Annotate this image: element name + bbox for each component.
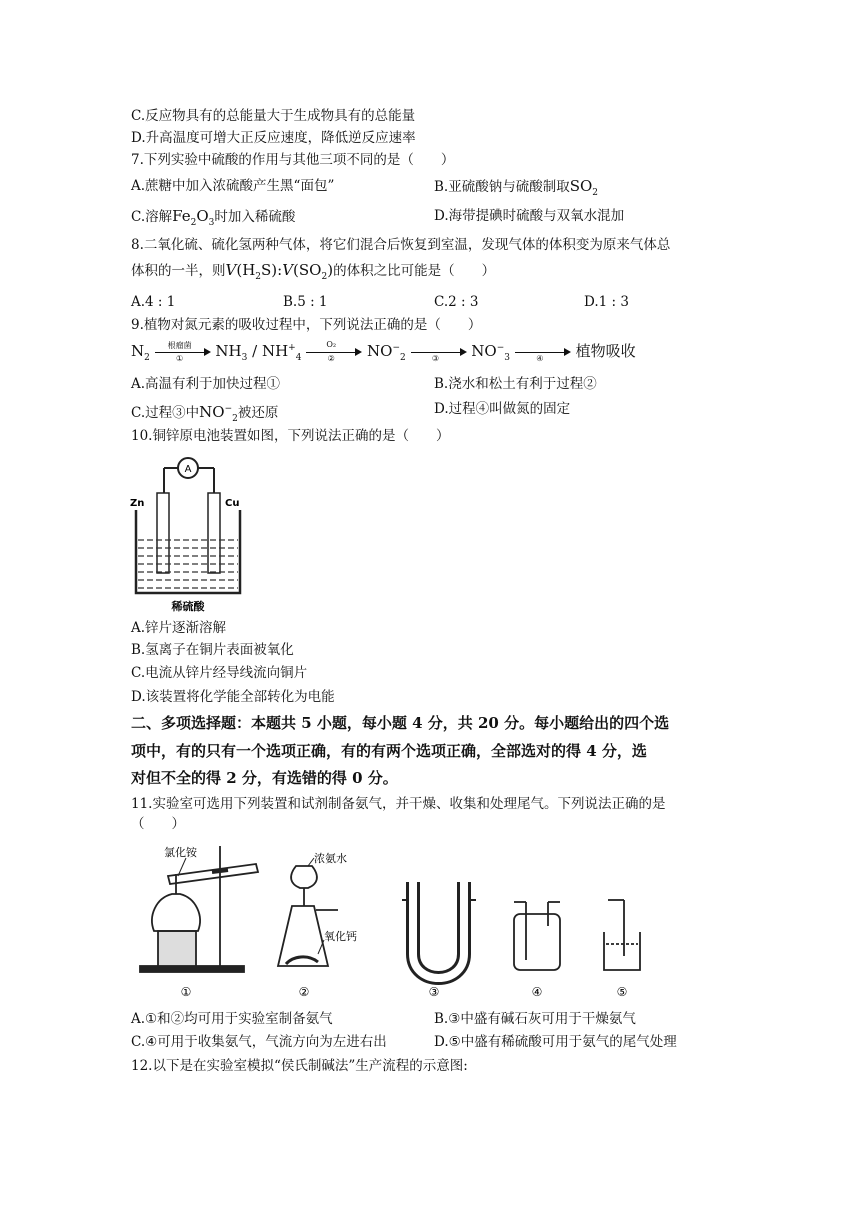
apparatus-2-number: ② bbox=[298, 985, 310, 999]
question-9: 9.植物对氮元素的吸收过程中，下列说法正确的是（ ） bbox=[131, 317, 482, 333]
arrow-step-4: ④ bbox=[515, 343, 571, 361]
ammonia-apparatus-figure bbox=[128, 836, 668, 1006]
question-8-line2: 体积的一半，则$V(H_2S):V(SO_2)$的体积之比可能是（ ） bbox=[131, 261, 496, 282]
nitrogen-flow-equation: $N_2$ 根瘤菌 ① $NH_3 / NH^+_4$ O₂ ② $NO^-_2$ ③ $NO^-_3$ ④ 植物吸收 bbox=[131, 340, 636, 363]
question-8-line1: 8.二氧化硫、硫化氢两种气体，将它们混合后恢复到室温，发现气体的体积变为原来气体总 bbox=[131, 237, 671, 253]
option-6d: D.升高温度可增大正反应速度，降低逆反应速率 bbox=[131, 130, 416, 146]
option-11d: D.⑤中盛有稀硫酸可用于氨气的尾气处理 bbox=[434, 1034, 677, 1050]
option-11a: A.①和②均可用于实验室制备氨气 bbox=[131, 1011, 333, 1027]
option-8c: C.2 : 3 bbox=[434, 294, 479, 310]
option-10d: D.该装置将化学能全部转化为电能 bbox=[131, 689, 335, 705]
apparatus-1-number: ① bbox=[180, 985, 192, 999]
apparatus-3-number: ③ bbox=[428, 985, 440, 999]
solution-label: 稀硫酸 bbox=[171, 600, 205, 613]
option-6c: C.反应物具有的总能量大于生成物具有的总能量 bbox=[131, 108, 416, 124]
apparatus-1 bbox=[140, 846, 258, 972]
section-2-heading-line1: 二、多项选择题：本题共 5 小题，每小题 4 分，共 20 分。每小题给出的四个选 bbox=[131, 714, 670, 732]
option-9c: C.过程③中$NO^-_2$被还原 bbox=[131, 403, 279, 424]
copper-electrode bbox=[208, 493, 220, 573]
option-7b: B.亚硫酸钠与硫酸制取$SO_2$ bbox=[434, 177, 599, 198]
question-7: 7.下列实验中硫酸的作用与其他三项不同的是（ ） bbox=[131, 152, 455, 168]
option-8b: B.5 : 1 bbox=[283, 294, 328, 310]
option-10c: C.电流从锌片经导线流向铜片 bbox=[131, 665, 308, 681]
option-8a: A.4 : 1 bbox=[131, 294, 176, 310]
zinc-electrode bbox=[157, 493, 169, 573]
arrow-step-3: ③ bbox=[411, 343, 467, 361]
question-10: 10.铜锌原电池装置如图，下列说法正确的是（ ） bbox=[131, 428, 450, 444]
option-7c: C.溶解$Fe_2O_3$时加入稀硫酸 bbox=[131, 207, 296, 228]
option-7d: D.海带提碘时硫酸与双氧水混加 bbox=[434, 208, 625, 224]
copper-label: Cu bbox=[225, 498, 240, 509]
apparatus-4-gas-bottle bbox=[514, 902, 560, 970]
apparatus-2 bbox=[278, 866, 338, 966]
option-7a: A.蔗糖中加入浓硫酸产生黑“面包” bbox=[131, 178, 335, 194]
option-10a: A.锌片逐渐溶解 bbox=[131, 620, 227, 636]
apparatus-4-number: ④ bbox=[531, 985, 543, 999]
ammonia-water-label: 浓氨水 bbox=[314, 852, 347, 865]
option-10b: B.氢离子在铜片表面被氧化 bbox=[131, 642, 294, 658]
apparatus-3-u-tube bbox=[402, 882, 476, 978]
cao-label: 氧化钙 bbox=[324, 930, 357, 943]
option-9d: D.过程④叫做氮的固定 bbox=[434, 401, 571, 417]
galvanic-cell-figure bbox=[128, 448, 248, 616]
apparatus-5-number: ⑤ bbox=[616, 985, 628, 999]
ammeter-label: A bbox=[184, 464, 192, 475]
section-2-heading-line3: 对但不全的得 2 分，有选错的得 0 分。 bbox=[131, 769, 398, 787]
arrow-step-2: O₂ ② bbox=[306, 343, 362, 361]
zinc-label: Zn bbox=[130, 498, 145, 509]
option-11c: C.④可用于收集氨气，气流方向为左进右出 bbox=[131, 1034, 387, 1050]
option-9a: A.高温有利于加快过程① bbox=[131, 376, 281, 392]
question-11-line2: （ ） bbox=[131, 816, 185, 832]
apparatus-5-beaker bbox=[604, 900, 640, 970]
question-12: 12.以下是在实验室模拟“侯氏制碱法”生产流程的示意图: bbox=[131, 1058, 468, 1074]
arrow-step-1: 根瘤菌 ① bbox=[155, 343, 211, 361]
option-8d: D.1 : 3 bbox=[584, 294, 629, 310]
option-9b: B.浇水和松土有利于过程② bbox=[434, 376, 597, 392]
nh4cl-label: 氯化铵 bbox=[164, 846, 197, 859]
section-2-heading-line2: 项中，有的只有一个选项正确，有的有两个选项正确，全部选对的得 4 分，选 bbox=[131, 742, 647, 760]
question-11-line1: 11.实验室可选用下列装置和试剂制备氨气，并干燥、收集和处理尾气。下列说法正确的是 bbox=[131, 796, 666, 812]
option-11b: B.③中盛有碱石灰可用于干燥氨气 bbox=[434, 1011, 636, 1027]
